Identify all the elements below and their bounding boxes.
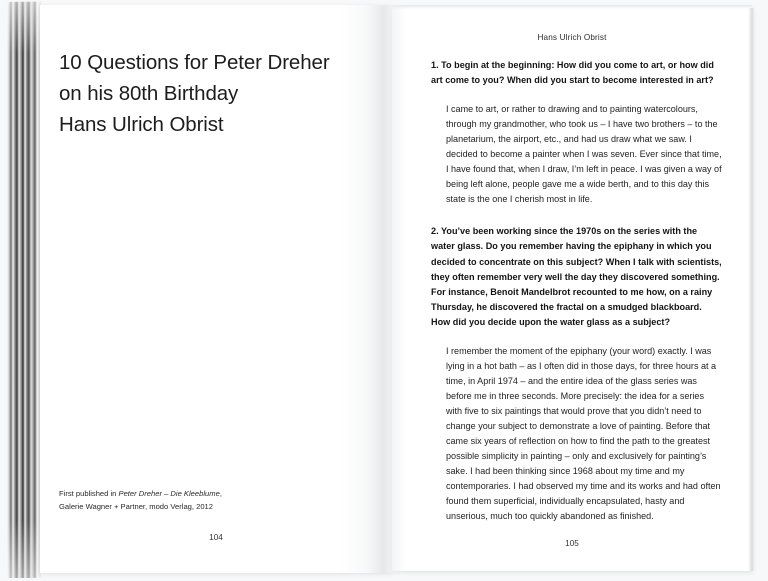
- book-page-edge-stack: [7, 2, 43, 578]
- title-line-1: 10 Questions for Peter Dreher: [59, 51, 330, 74]
- left-page-number: 104: [209, 533, 223, 542]
- spacer: [431, 330, 722, 344]
- page-title: [59, 47, 369, 140]
- credit-suffix: ,: [219, 489, 222, 498]
- answer-2: I remember the moment of the epiphany (your word) exactly. I was lying in a hot bath – as I often did in those days, for three hours at a time, in April 1974 – and the entire idea of the glass series was before me in three seconds. More precisely: the idea for a series with five to six paintings that would prove that you didn’t need to change your subject to demonstrate a love of painting. Before that came six years of reflection on how to find the path to the greatest possible simplicity in painting – only and exclusively for painting’s sake. I had been thinking since 1968 about my time and my contemporaries. I had observed my time and its works and had often found them superficial, individually encapsulated, hasty and unserious, much too quickly abandoned as finished.: [446, 345, 721, 522]
- question-2: 2. You’ve been working since the 1970s on the series with the water glass. Do you remember having the epiphany in which you decided to concentrate on this subject? When I talk with scientists, they often remember very well the day they discovered something. For instance, Benoit Mandelbrot recounted to me how, on a rainy Thursday, he discovered the fractal on a smudged blackboard. How did you decide upon the water glass as a subject?: [431, 226, 722, 327]
- credit-line-2: Galerie Wagner + Partner, modo Verlag, 2012: [59, 502, 214, 512]
- running-head: Hans Ulrich Obrist: [537, 33, 607, 42]
- credit-source-title: Peter Dreher – Die Kleeblume: [118, 489, 220, 498]
- spacer: [431, 88, 722, 102]
- spacer: [431, 207, 722, 224]
- right-page: [392, 8, 752, 571]
- credit-prefix: First published in: [59, 489, 119, 498]
- article-body: [431, 58, 722, 524]
- title-line-3: Hans Ulrich Obrist: [59, 113, 224, 136]
- answer-1: I came to art, or rather to drawing and to painting watercolours, through my grandmother, who took us – I have two brothers – to the planetarium, the airport, etc., and had us draw what we saw. I decided to become a painter when I was seven. Ever since that time, I have found that, when I draw, I’m left in peace. I was given a way of being left alone, people gave me a wide berth, and to this day this state is the one I cherish most in life.: [446, 104, 722, 205]
- credit-line-1: [59, 487, 359, 500]
- question-1: 1. To begin at the beginning: How did you come to art, or how did art come to you? When did you start to become interested in art?: [431, 60, 714, 86]
- right-page-number: 105: [565, 539, 579, 548]
- left-page: [40, 5, 392, 573]
- first-published-credit: [59, 487, 359, 513]
- title-line-2: on his 80th Birthday: [59, 82, 239, 105]
